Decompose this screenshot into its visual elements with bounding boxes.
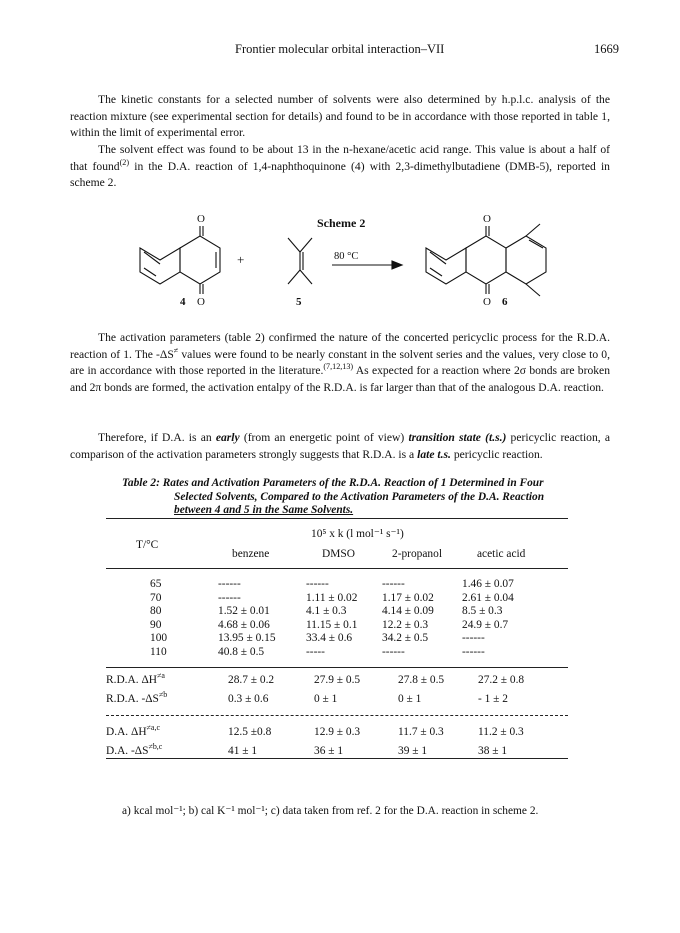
temp-header: T/°C bbox=[136, 539, 159, 551]
parameter-cell: 28.7 ± 0.2 bbox=[228, 674, 275, 686]
rate-cell: 11.15 ± 0.1 bbox=[306, 618, 358, 631]
rate-cell: 12.2 ± 0.3 bbox=[382, 618, 429, 631]
paragraph-4: Therefore, if D.A. is an early (from an energetic point of view) transition state (t.s.) pericyclic reaction, a comparison of the activation parameters strongly suggests that R.D.A. is a late t.s. pericyclic reaction. bbox=[70, 431, 611, 461]
parameter-cell: 12.5 ±0.8 bbox=[228, 726, 272, 738]
parameter-cell: 11.2 ± 0.3 bbox=[478, 726, 524, 738]
rate-cell: ------ bbox=[462, 632, 485, 644]
parameter-cell: 27.9 ± 0.5 bbox=[314, 674, 361, 686]
reaction-condition: 80 °C bbox=[334, 251, 359, 262]
parameter-cell: 0 ± 1 bbox=[314, 693, 338, 705]
solvent-header: benzene bbox=[232, 548, 270, 560]
table-2 bbox=[106, 518, 568, 778]
oxygen-label: O bbox=[197, 213, 205, 225]
rate-cell: 4.68 ± 0.06 bbox=[218, 618, 270, 631]
rate-cell: 4.14 ± 0.09 bbox=[382, 605, 434, 617]
parameter-cell: 12.9 ± 0.3 bbox=[314, 726, 361, 738]
plus-sign: + bbox=[237, 252, 245, 267]
solvent-header: DMSO bbox=[322, 548, 355, 560]
scheme-title: Scheme 2 bbox=[317, 216, 366, 230]
oxygen-label: O bbox=[483, 213, 491, 225]
solvent-header: 2-propanol bbox=[392, 548, 442, 560]
parameter-label: R.D.A. $\Delta H^{\ne a}$ bbox=[106, 671, 165, 686]
rate-cell: 8.5 ± 0.3 bbox=[462, 605, 503, 617]
rate-cell: 1.52 ± 0.01 bbox=[218, 605, 270, 617]
page-number: 1669 bbox=[594, 42, 619, 56]
temperature-cell: 100 bbox=[150, 632, 168, 644]
rate-cell: 34.2 ± 0.5 bbox=[382, 632, 429, 644]
temperature-cell: 110 bbox=[150, 645, 167, 658]
rate-cell: ----- bbox=[306, 645, 325, 658]
rate-cell: 13.95 ± 0.15 bbox=[218, 632, 276, 644]
parameter-cell: - 1 ± 2 bbox=[478, 693, 508, 705]
parameter-cell: 0.3 ± 0.6 bbox=[228, 693, 269, 705]
rate-cell: 33.4 ± 0.6 bbox=[306, 632, 353, 644]
table-rule bbox=[106, 667, 568, 668]
rate-cell: ------ bbox=[462, 645, 485, 658]
temperature-cell: 90 bbox=[150, 618, 162, 631]
parameter-cell: 0 ± 1 bbox=[398, 693, 422, 705]
rate-cell: ------ bbox=[218, 578, 241, 590]
parameter-label: R.D.A. $-\Delta S^{\ne b}$ bbox=[106, 690, 168, 705]
oxygen-label: O bbox=[483, 296, 491, 308]
compound-label-5: 5 bbox=[296, 296, 302, 308]
rate-cell: ------ bbox=[306, 578, 329, 590]
rate-cell: 1.46 ± 0.07 bbox=[462, 578, 514, 590]
parameter-label: D.A. $-\Delta S^{\ne b,c}$ bbox=[106, 742, 163, 757]
table-rule bbox=[106, 758, 568, 759]
paragraph-3: The activation parameters (table 2) confirmed the nature of the concerted pericyclic process for the R.D.A. reaction of 1. The -ΔS≠ values were found to be nearly constant in the solvent series and the values, very close to 0, are in accordance with those reported in the literature.$^{(7,12,13)}$ As expected for a reaction where 2σ bonds are broken and 2π bonds are formed, the activation entalpy of the R.D.A. is far larger than that of the analogous D.A. reaction. bbox=[70, 331, 610, 394]
parameter-cell: 27.2 ± 0.8 bbox=[478, 674, 525, 686]
rate-cell: 40.8 ± 0.5 bbox=[218, 645, 265, 658]
solvent-header: acetic acid bbox=[477, 548, 526, 560]
parameter-cell: 11.7 ± 0.3 bbox=[398, 726, 444, 738]
temperature-cell: 80 bbox=[150, 605, 162, 617]
temperature-cell: 65 bbox=[150, 578, 162, 590]
parameter-cell: 27.8 ± 0.5 bbox=[398, 674, 445, 686]
rate-cell: 2.61 ± 0.04 bbox=[462, 591, 514, 604]
rate-cell: 1.17 ± 0.02 bbox=[382, 591, 434, 604]
table-rule bbox=[106, 568, 568, 569]
rate-cell: 24.9 ± 0.7 bbox=[462, 618, 509, 631]
rate-cell: 1.11 ± 0.02 bbox=[306, 591, 358, 604]
table-caption: Table 2: Rates and Activation Parameters of the R.D.A. Reaction of 1 Determined in Four Selected Solvents, Compared to the Activation Parameters of the D.A. Reaction between 4 and 5 in the Same Solvents. bbox=[122, 477, 545, 516]
rate-cell: ------ bbox=[218, 591, 241, 604]
parameter-label: D.A. $\Delta H^{\ne a,c}$ bbox=[106, 723, 160, 738]
rate-cell: 4.1 ± 0.3 bbox=[306, 605, 347, 617]
table-footnote: a) kcal mol⁻¹; b) cal K⁻¹ mol⁻¹; c) data taken from ref. 2 for the D.A. reaction in scheme 2. bbox=[122, 805, 539, 817]
scheme-2 bbox=[120, 210, 580, 320]
rate-cell: ------ bbox=[382, 645, 405, 658]
temperature-cell: 70 bbox=[150, 591, 162, 604]
oxygen-label: O bbox=[197, 296, 205, 308]
table-rule bbox=[106, 518, 568, 519]
parameter-cell: 41 ± 1 bbox=[228, 745, 258, 757]
rate-header: 10⁵ x k (l mol⁻¹ s⁻¹) bbox=[311, 528, 404, 540]
table-dashed-rule bbox=[106, 715, 568, 716]
rate-cell: ------ bbox=[382, 578, 405, 590]
parameter-cell: 38 ± 1 bbox=[478, 745, 508, 757]
parameter-cell: 36 ± 1 bbox=[314, 745, 344, 757]
running-title: Frontier molecular orbital interaction–VII bbox=[235, 42, 445, 56]
compound-label-6: 6 bbox=[502, 296, 508, 308]
compound-label-4: 4 bbox=[180, 296, 186, 308]
paragraph-2: The solvent effect was found to be about 13 in the n-hexane/acetic acid range. This value is about a half of that found$^{(2)}$ in the D.A. reaction of 1,4-naphthoquinone (4) with 2,3-dimethylbutadiene (DMB-5), reported in scheme 2. bbox=[70, 143, 610, 190]
parameter-cell: 39 ± 1 bbox=[398, 745, 428, 757]
paragraph-1: The kinetic constants for a selected number of solvents were also determined by h.p.l.c. analysis of the reaction mixture (see experimental section for details) and found to be in accordance with those reported in table 1, within the limit of experimental error. bbox=[70, 93, 610, 140]
